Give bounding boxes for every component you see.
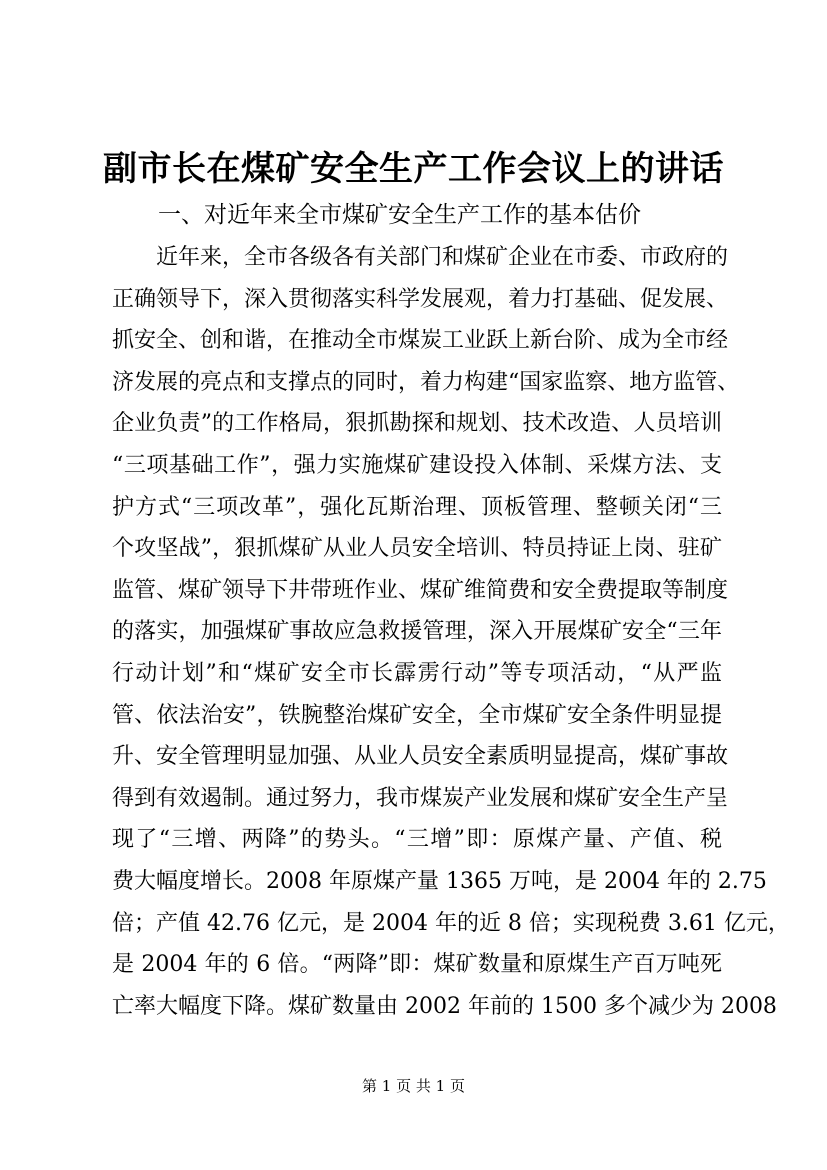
paragraph-line: 行动计划”和“煤矿安全市长霹雳行动”等专项活动，“从严监	[112, 660, 722, 686]
section-heading: 一、对近年来全市煤矿安全生产工作的基本估价	[158, 202, 641, 228]
paragraph-line: 得到有效遏制。通过努力，我市煤炭产业发展和煤矿安全生产呈	[112, 785, 729, 811]
paragraph-line: “三项基础工作”，强力实施煤矿建设投入体制、采煤方法、支	[112, 452, 722, 478]
paragraph-line: 近年来，全市各级各有关部门和煤矿企业在市委、市政府的	[156, 245, 729, 270]
document-title: 副市长在煤矿安全生产工作会议上的讲话	[103, 149, 724, 189]
paragraph-line: 个攻坚战”，狠抓煤矿从业人员安全培训、特员持证上岗、驻矿	[112, 536, 722, 562]
paragraph-line: 倍；产值 42.76 亿元，是 2004 年的近 8 倍；实现税费 3.61 亿元，	[112, 910, 790, 936]
paragraph-line: 管、依法治安”，铁腕整治煤矿安全，全市煤矿安全条件明显提	[112, 702, 722, 728]
paragraph-line: 费大幅度增长。2008 年原煤产量 1365 万吨，是 2004 年的 2.75	[112, 868, 767, 894]
paragraph-line: 护方式“三项改革”，强化瓦斯治理、顶板管理、整顿关闭“三	[112, 494, 722, 520]
paragraph-line: 正确领导下，深入贯彻落实科学发展观，着力打基础、促发展、	[112, 286, 729, 312]
paragraph-line: 抓安全、创和谐，在推动全市煤炭工业跃上新台阶、成为全市经	[112, 328, 729, 354]
paragraph-line: 亡率大幅度下降。煤矿数量由 2002 年前的 1500 多个减少为 2008	[112, 993, 777, 1019]
paragraph-line: 监管、煤矿领导下井带班作业、煤矿维简费和安全费提取等制度	[112, 577, 729, 603]
paragraph-line: 是 2004 年的 6 倍。“两降”即：煤矿数量和原煤生产百万吨死	[112, 952, 722, 978]
paragraph-line: 企业负责”的工作格局，狠抓勘探和规划、技术改造、人员培训	[112, 411, 722, 437]
paragraph-line: 的落实，加强煤矿事故应急救援管理，深入开展煤矿安全“三年	[112, 619, 722, 645]
paragraph-line: 现了“三增、两降”的势头。“三增”即：原煤产量、产值、税	[112, 827, 722, 853]
page-footer: 第 1 页 共 1 页	[362, 1077, 465, 1095]
paragraph-line: 济发展的亮点和支撑点的同时，着力构建“国家监察、地方监管、	[112, 369, 740, 395]
body-paragraph	[112, 237, 790, 1027]
paragraph-line: 升、安全管理明显加强、从业人员安全素质明显提高，煤矿事故	[112, 744, 729, 770]
